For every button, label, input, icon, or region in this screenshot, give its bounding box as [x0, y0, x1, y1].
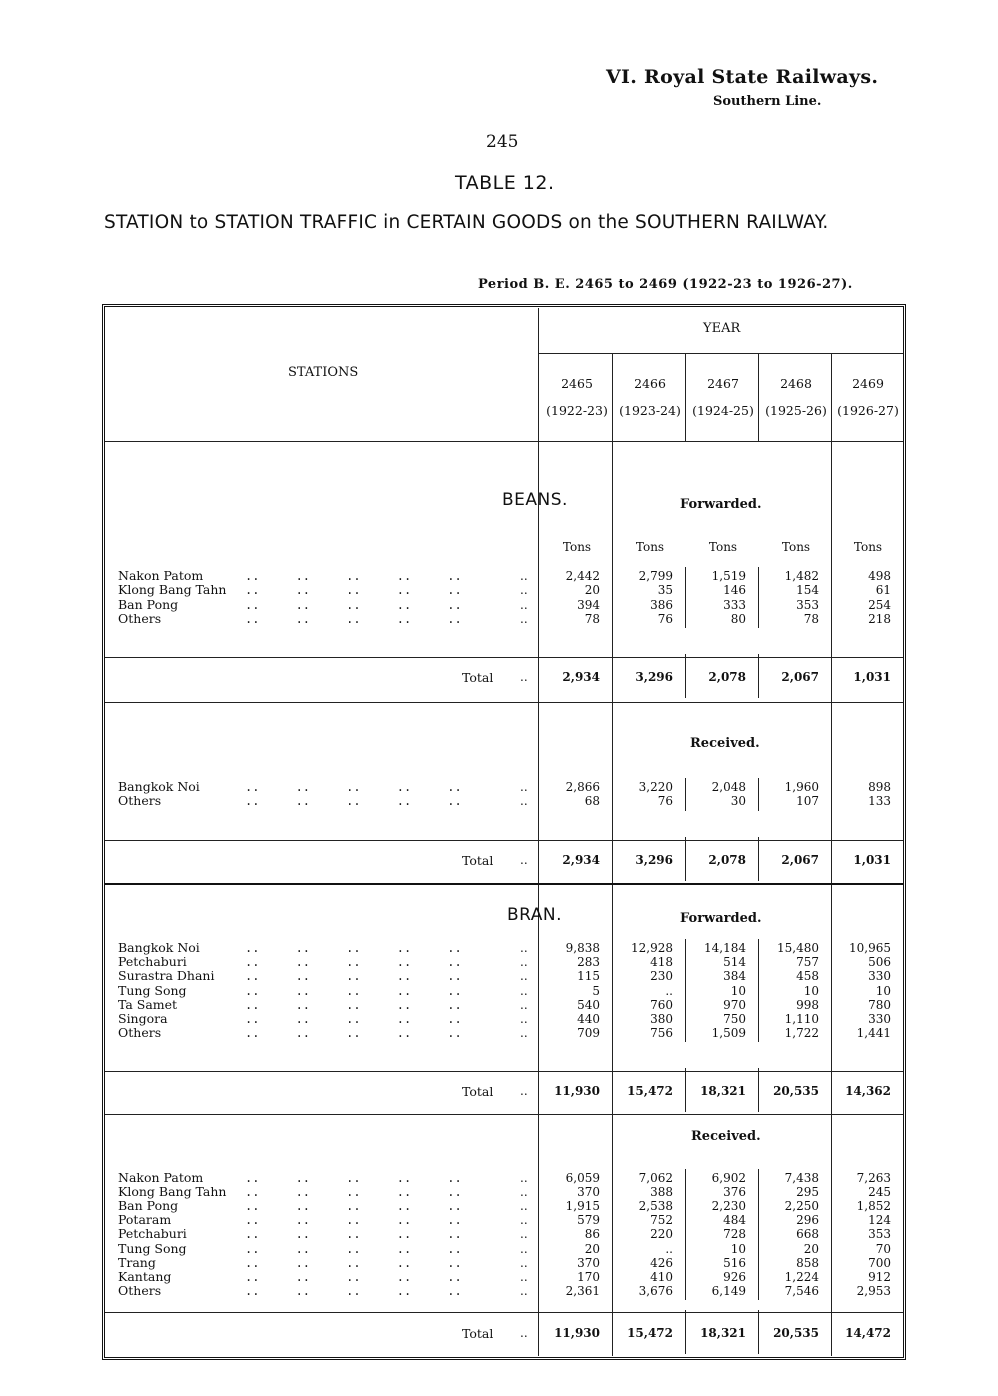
cell-value: 6,059	[565, 1171, 600, 1185]
total-value: 2,934	[562, 853, 600, 867]
total-value: 15,472	[627, 1326, 673, 1340]
column-rule	[685, 1310, 686, 1354]
column-rule	[685, 353, 686, 441]
cell-value: 10	[803, 983, 819, 998]
cell-value: 2,442	[565, 569, 600, 583]
total-value: 2,078	[708, 853, 746, 867]
cell-value: 35	[657, 583, 673, 598]
year-ce: (1924-25)	[692, 403, 754, 418]
period-label: Period B. E. 2465 to 2469 (1922-23 to 1926-27).	[478, 277, 853, 292]
cell-value: 1,110	[784, 1012, 819, 1026]
column-rule	[685, 567, 686, 628]
leader-dots: .. .. .. .. ..	[245, 1255, 462, 1270]
cell-value: 220	[650, 1227, 673, 1242]
year-ce: (1926-27)	[837, 403, 899, 418]
column-rule	[685, 939, 686, 1042]
year-be: 2468	[780, 376, 812, 391]
station-name: Nakon Patom	[118, 1170, 204, 1185]
station-name: Ban Pong	[118, 1198, 179, 1214]
table-title: STATION to STATION TRAFFIC in CERTAIN GOODS on the SOUTHERN RAILWAY.	[104, 212, 829, 233]
leader-dots: .. .. .. .. ..	[245, 941, 462, 955]
cell-value: 418	[650, 955, 673, 970]
total-value: 15,472	[627, 1084, 673, 1098]
flow-label: Received.	[690, 736, 760, 751]
cell-value: 7,546	[784, 1283, 819, 1298]
cell-value: 484	[723, 1213, 746, 1228]
total-label: Total	[462, 1084, 494, 1099]
header-rule	[105, 441, 903, 442]
leader-dots: ..	[520, 955, 528, 970]
leader-dots: .. .. .. .. ..	[245, 1283, 462, 1298]
leader-dots: ..	[520, 1283, 528, 1298]
cell-value: 78	[803, 611, 819, 626]
column-rule	[685, 837, 686, 881]
cell-value: 380	[650, 1012, 673, 1026]
leader-dots: .. .. .. .. ..	[245, 1241, 462, 1256]
cell-value: 2,361	[565, 1283, 600, 1298]
cell-value: 376	[723, 1185, 746, 1200]
year-ce: (1922-23)	[546, 403, 608, 418]
cell-value: 760	[650, 997, 673, 1012]
cell-value: 3,676	[638, 1283, 673, 1298]
year-be: 2465	[561, 376, 593, 391]
cell-value: ..	[665, 1241, 673, 1256]
section-title: VI. Royal State Railways.	[606, 66, 879, 88]
cell-value: 3,220	[638, 780, 673, 794]
cell-value: 5	[592, 983, 600, 998]
station-name: Singora	[118, 1011, 168, 1026]
cell-value: 2,048	[711, 780, 746, 794]
cell-value: 668	[796, 1227, 819, 1242]
leader-dots: ..	[520, 1084, 528, 1098]
leader-dots: ..	[520, 941, 528, 955]
column-rule	[758, 1068, 759, 1112]
cell-value: 912	[868, 1269, 891, 1284]
column-rule	[758, 353, 759, 441]
leader-dots: ..	[520, 670, 528, 684]
leader-dots: .. .. .. .. ..	[245, 780, 462, 794]
year-ce: (1923-24)	[619, 403, 681, 418]
cell-value: 1,509	[711, 1026, 746, 1041]
total-value: 20,535	[773, 1084, 819, 1098]
column-rule	[758, 778, 759, 811]
cell-value: 7,263	[856, 1171, 891, 1185]
leader-dots: .. .. .. .. ..	[245, 1199, 462, 1214]
cell-value: 296	[796, 1213, 819, 1228]
column-rule	[612, 353, 613, 441]
cell-value: 10	[875, 983, 891, 998]
leader-dots: .. .. .. .. ..	[245, 1269, 462, 1284]
cell-value: 295	[796, 1185, 819, 1200]
leader-dots: .. .. .. .. ..	[245, 997, 462, 1012]
cell-value: 30	[730, 794, 746, 809]
station-name: Others	[118, 1025, 162, 1041]
leader-dots: .. .. .. .. ..	[245, 794, 462, 809]
total-value: 11,930	[554, 1326, 600, 1340]
cell-value: 1,722	[784, 1026, 819, 1041]
leader-dots: .. .. .. .. ..	[245, 969, 462, 984]
cell-value: 20	[803, 1241, 819, 1256]
station-name: Ta Samet	[118, 996, 178, 1012]
cell-value: 9,838	[565, 941, 600, 955]
cell-value: 283	[577, 955, 600, 970]
station-name: Petchaburi	[118, 954, 187, 970]
flow-label: Forwarded.	[680, 497, 762, 512]
cell-value: 426	[650, 1255, 673, 1270]
cell-value: 15,480	[777, 941, 819, 955]
leader-dots: ..	[520, 997, 528, 1012]
leader-dots: .. .. .. .. ..	[245, 597, 462, 612]
leader-dots: ..	[520, 983, 528, 998]
cell-value: 1,224	[784, 1269, 819, 1284]
row-rule	[105, 840, 903, 841]
leader-dots: ..	[520, 1185, 528, 1200]
station-name: Others	[118, 1282, 162, 1298]
station-name: Bangkok Noi	[118, 940, 200, 955]
cell-value: 2,538	[638, 1199, 673, 1214]
cell-value: 498	[868, 569, 891, 583]
cell-value: 386	[650, 597, 673, 612]
year-heading: YEAR	[703, 321, 741, 336]
cell-value: 1,482	[784, 569, 819, 583]
cell-value: 146	[723, 583, 746, 598]
unit-label: Tons	[635, 540, 665, 554]
total-value: 11,930	[554, 1084, 600, 1098]
leader-dots: ..	[520, 1227, 528, 1242]
station-name: Klong Bang Tahn	[118, 1184, 227, 1200]
total-value: 1,031	[853, 670, 891, 684]
leader-dots: .. .. .. .. ..	[245, 1171, 462, 1185]
total-value: 3,296	[635, 670, 673, 684]
column-rule	[758, 939, 759, 1042]
total-value: 2,067	[781, 670, 819, 684]
station-name: Nakon Patom	[118, 568, 204, 583]
station-name: Bangkok Noi	[118, 779, 200, 794]
cell-value: 115	[577, 969, 600, 984]
cell-value: 218	[868, 611, 891, 626]
cell-value: 333	[723, 597, 746, 612]
cell-value: 78	[584, 611, 600, 626]
leader-dots: ..	[520, 611, 528, 626]
year-be: 2466	[634, 376, 666, 391]
total-value: 14,472	[845, 1326, 891, 1340]
cell-value: 107	[796, 794, 819, 809]
cell-value: ..	[665, 983, 673, 998]
row-rule	[105, 657, 903, 658]
station-name: Tung Song	[118, 982, 187, 998]
cell-value: 394	[577, 597, 600, 612]
total-value: 2,078	[708, 670, 746, 684]
leader-dots: ..	[520, 1213, 528, 1228]
leader-dots: ..	[520, 853, 528, 867]
year-be: 2467	[707, 376, 739, 391]
page-number: 245	[486, 132, 519, 152]
cell-value: 2,799	[638, 569, 673, 583]
cell-value: 1,960	[784, 780, 819, 794]
year-be: 2469	[852, 376, 884, 391]
cell-value: 154	[796, 583, 819, 598]
cell-value: 245	[868, 1185, 891, 1200]
row-rule	[105, 1312, 903, 1313]
cell-value: 330	[868, 969, 891, 984]
total-label: Total	[462, 670, 494, 685]
cell-value: 370	[577, 1185, 600, 1200]
flow-label: Received.	[691, 1129, 761, 1144]
cell-value: 10	[730, 1241, 746, 1256]
column-rule	[685, 1068, 686, 1112]
cell-value: 124	[868, 1213, 891, 1228]
leader-dots: .. .. .. .. ..	[245, 1012, 462, 1026]
leader-dots: ..	[520, 1255, 528, 1270]
leader-dots: ..	[520, 1012, 528, 1026]
leader-dots: .. .. .. .. ..	[245, 1227, 462, 1242]
cell-value: 7,438	[784, 1171, 819, 1185]
cell-value: 709	[577, 1026, 600, 1041]
column-rule	[831, 353, 832, 441]
cell-value: 700	[868, 1255, 891, 1270]
cell-value: 1,852	[856, 1199, 891, 1214]
leader-dots: .. .. .. .. ..	[245, 583, 462, 598]
station-name: Others	[118, 610, 162, 626]
table-label: TABLE 12.	[455, 172, 555, 194]
cell-value: 440	[577, 1012, 600, 1026]
cell-value: 7,062	[638, 1171, 673, 1185]
cell-value: 230	[650, 969, 673, 984]
unit-label: Tons	[853, 540, 883, 554]
leader-dots: .. .. .. .. ..	[245, 569, 462, 583]
cell-value: 1,915	[565, 1199, 600, 1214]
total-label: Total	[462, 1326, 494, 1341]
column-rule	[758, 837, 759, 881]
cell-value: 20	[584, 1241, 600, 1256]
cell-value: 2,866	[565, 780, 600, 794]
cell-value: 898	[868, 780, 891, 794]
unit-label: Tons	[708, 540, 738, 554]
cell-value: 750	[723, 1012, 746, 1026]
station-name: Petchaburi	[118, 1226, 187, 1242]
leader-dots: ..	[520, 1326, 528, 1340]
cell-value: 70	[875, 1241, 891, 1256]
station-name: Potaram	[118, 1212, 172, 1228]
unit-label: Tons	[562, 540, 592, 554]
leader-dots: ..	[520, 794, 528, 809]
leader-dots: ..	[520, 1269, 528, 1284]
year-ce: (1925-26)	[765, 403, 827, 418]
row-rule	[105, 1114, 903, 1115]
row-rule	[105, 702, 903, 703]
total-label: Total	[462, 853, 494, 868]
total-value: 2,934	[562, 670, 600, 684]
leader-dots: ..	[520, 780, 528, 794]
cell-value: 1,441	[856, 1026, 891, 1041]
cell-value: 76	[657, 794, 673, 809]
cell-value: 514	[723, 955, 746, 970]
leader-dots: .. .. .. .. ..	[245, 1185, 462, 1200]
leader-dots: ..	[520, 569, 528, 583]
leader-dots: ..	[520, 1171, 528, 1185]
total-value: 3,296	[635, 853, 673, 867]
total-value: 2,067	[781, 853, 819, 867]
cell-value: 353	[868, 1227, 891, 1242]
cell-value: 2,250	[784, 1199, 819, 1214]
cell-value: 80	[730, 611, 746, 626]
total-value: 20,535	[773, 1326, 819, 1340]
cell-value: 388	[650, 1185, 673, 1200]
section-title-beans: BEANS.	[502, 490, 568, 510]
station-name: Trang	[118, 1254, 156, 1270]
section-subtitle: Southern Line.	[713, 94, 822, 109]
leader-dots: .. .. .. .. ..	[245, 1026, 462, 1041]
total-value: 18,321	[700, 1084, 746, 1098]
cell-value: 579	[577, 1213, 600, 1228]
cell-value: 10	[730, 983, 746, 998]
leader-dots: .. .. .. .. ..	[245, 955, 462, 970]
cell-value: 2,953	[856, 1283, 891, 1298]
cell-value: 20	[584, 583, 600, 598]
section-title-bran: BRAN.	[507, 905, 563, 925]
column-rule	[758, 567, 759, 628]
leader-dots: ..	[520, 1026, 528, 1041]
cell-value: 458	[796, 969, 819, 984]
cell-value: 330	[868, 1012, 891, 1026]
total-value: 14,362	[845, 1084, 891, 1098]
total-value: 18,321	[700, 1326, 746, 1340]
cell-value: 1,519	[711, 569, 746, 583]
cell-value: 370	[577, 1255, 600, 1270]
cell-value: 353	[796, 597, 819, 612]
cell-value: 540	[577, 997, 600, 1012]
flow-label: Forwarded.	[680, 911, 762, 926]
cell-value: 68	[584, 794, 600, 809]
column-rule	[685, 778, 686, 811]
leader-dots: ..	[520, 1241, 528, 1256]
cell-value: 6,902	[711, 1171, 746, 1185]
cell-value: 12,928	[631, 941, 673, 955]
leader-dots: ..	[520, 969, 528, 984]
column-rule	[685, 1169, 686, 1300]
cell-value: 410	[650, 1269, 673, 1284]
column-rule	[758, 1169, 759, 1300]
cell-value: 76	[657, 611, 673, 626]
total-value: 1,031	[853, 853, 891, 867]
station-name: Surastra Dhani	[118, 968, 215, 984]
cell-value: 10,965	[849, 941, 891, 955]
cell-value: 757	[796, 955, 819, 970]
leader-dots: ..	[520, 597, 528, 612]
cell-value: 86	[584, 1227, 600, 1242]
cell-value: 752	[650, 1213, 673, 1228]
cell-value: 780	[868, 997, 891, 1012]
stations-heading: STATIONS	[288, 365, 359, 380]
leader-dots: .. .. .. .. ..	[245, 611, 462, 626]
cell-value: 926	[723, 1269, 746, 1284]
cell-value: 254	[868, 597, 891, 612]
cell-value: 516	[723, 1255, 746, 1270]
station-name: Tung Song	[118, 1240, 187, 1256]
leader-dots: ..	[520, 583, 528, 598]
cell-value: 970	[723, 997, 746, 1012]
station-name: Ban Pong	[118, 596, 179, 612]
cell-value: 61	[875, 583, 891, 598]
row-rule	[105, 883, 903, 885]
leader-dots: .. .. .. .. ..	[245, 1213, 462, 1228]
station-name: Others	[118, 793, 162, 809]
cell-value: 728	[723, 1227, 746, 1242]
cell-value: 384	[723, 969, 746, 984]
cell-value: 6,149	[711, 1283, 746, 1298]
column-rule	[758, 1310, 759, 1354]
cell-value: 756	[650, 1026, 673, 1041]
year-rule	[538, 353, 903, 354]
leader-dots: ..	[520, 1199, 528, 1214]
column-rule	[758, 654, 759, 698]
cell-value: 14,184	[704, 941, 746, 955]
cell-value: 858	[796, 1255, 819, 1270]
row-rule	[105, 1071, 903, 1072]
cell-value: 2,230	[711, 1199, 746, 1214]
station-name: Kantang	[118, 1268, 172, 1284]
cell-value: 998	[796, 997, 819, 1012]
leader-dots: .. .. .. .. ..	[245, 983, 462, 998]
column-rule	[685, 654, 686, 698]
unit-label: Tons	[781, 540, 811, 554]
station-name: Klong Bang Tahn	[118, 582, 227, 598]
cell-value: 170	[577, 1269, 600, 1284]
cell-value: 133	[868, 794, 891, 809]
cell-value: 506	[868, 955, 891, 970]
